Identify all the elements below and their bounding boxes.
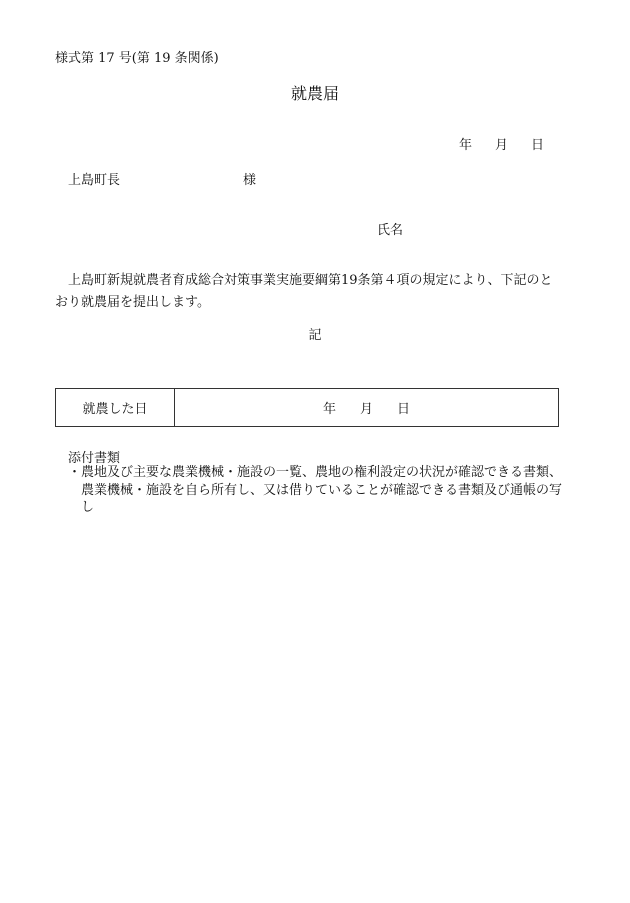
ki-label: 記 [308,328,322,343]
date-day-label: 日 [530,138,544,153]
farming-date-field [175,389,558,426]
farming-day-label: 日 [397,402,411,417]
submission-date [459,134,544,153]
farming-year-label: 年 [322,402,336,417]
body-paragraph: 上島町新規就農者育成総合対策事業実施要綱第19条第４項の規定により、下記のとおり就農届を提出します。 [55,273,553,310]
applicant-name-label: 氏名 [377,223,404,238]
farming-date-label: 就農した日 [56,389,175,426]
document-title: 就農届 [290,84,339,103]
farming-month-label: 月 [359,402,373,417]
date-year-label: 年 [458,138,472,153]
recipient-honorific: 様 [243,173,257,188]
form-number: 様式第 17 号(第 19 条関係) [55,51,219,66]
attachments-heading: 添付書類 [68,451,121,466]
date-month-label: 月 [494,138,508,153]
farming-date-table [55,388,559,427]
recipient-name: 上島町長 [68,173,121,188]
attachments-item: ・農地及び主要な農業機械・施設の一覧、農地の権利設定の状況が確認できる書類、農業機械・施設を自ら所有し、又は借りていることが確認できる書類及び通帳の写し [68,465,563,515]
